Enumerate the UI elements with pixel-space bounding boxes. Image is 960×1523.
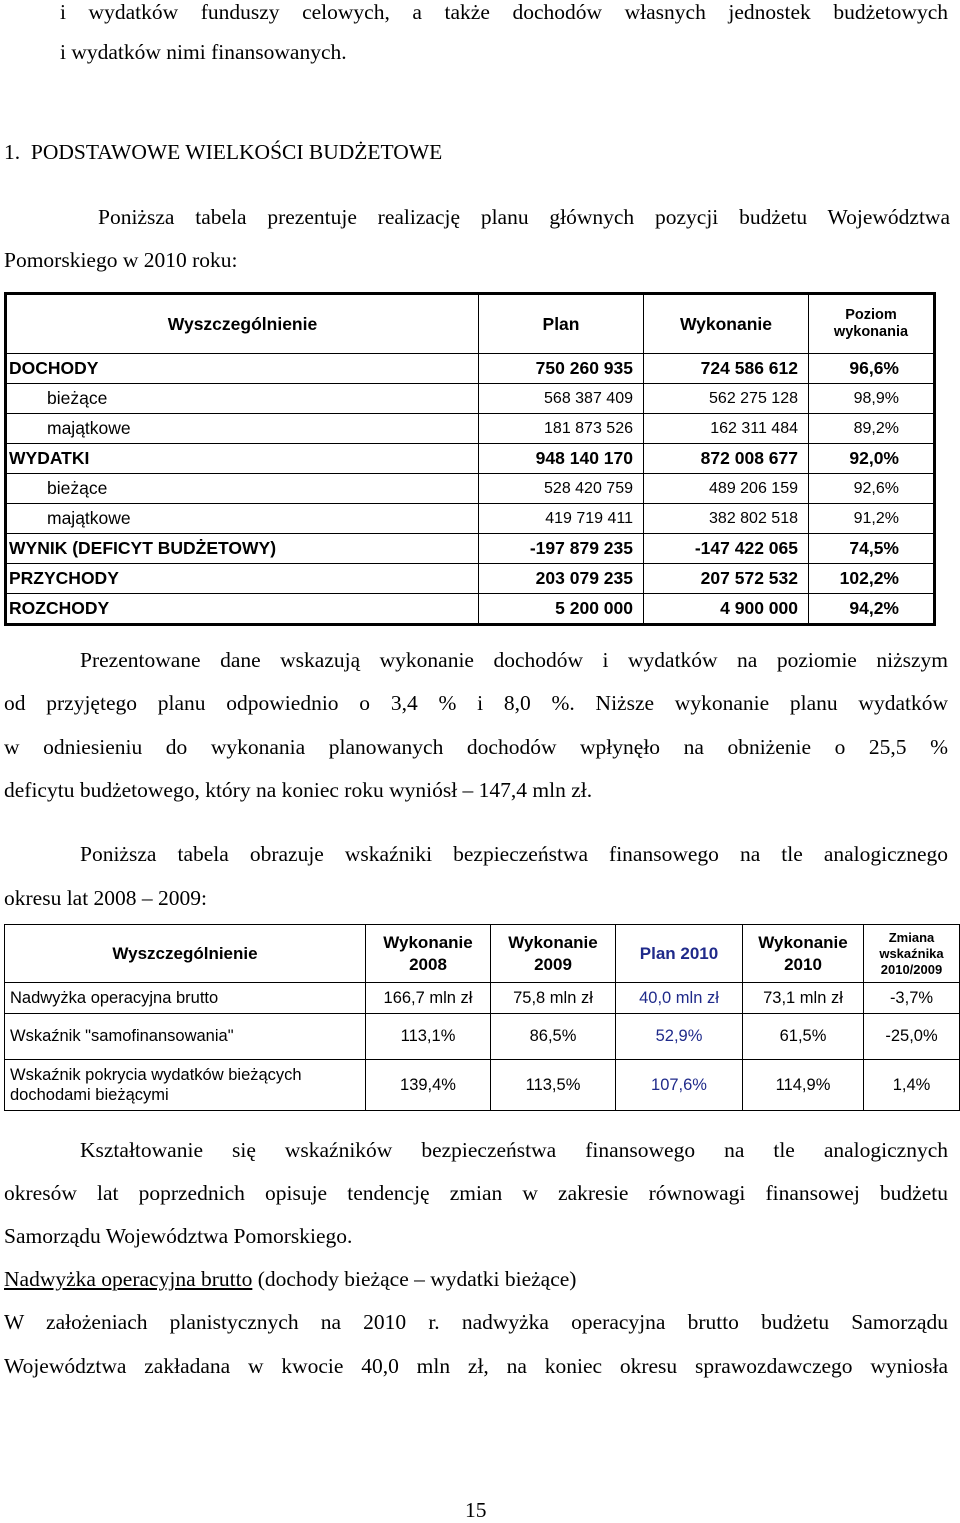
row-poziom: 89,2%	[809, 414, 935, 444]
row-label: PRZYCHODY	[6, 564, 479, 594]
row-zmiana: -3,7%	[864, 983, 960, 1014]
row-plan: 181 873 526	[479, 414, 644, 444]
row-label: ROZCHODY	[6, 594, 479, 625]
row-zmiana: -25,0%	[864, 1014, 960, 1060]
para2-line-1: Prezentowane dane wskazują wykonanie dochodów i wydatków na poziomie niższym	[80, 648, 948, 672]
row-plan: 528 420 759	[479, 474, 644, 504]
header-wyszczegolnienie: Wyszczególnienie	[6, 294, 479, 354]
table-row	[6, 414, 935, 444]
header-wyszczegolnienie: Wyszczególnienie	[5, 925, 366, 983]
row-plan: 568 387 409	[479, 384, 644, 414]
row-wykonanie-2008: 139,4%	[366, 1060, 491, 1111]
header-wykonanie-2009: Wykonanie 2009	[491, 925, 616, 983]
table-row	[6, 444, 935, 474]
table-row	[6, 594, 935, 625]
table-row	[6, 384, 935, 414]
budget-table-header	[6, 294, 935, 354]
intro-line-2: i wydatków nimi finansowanych.	[60, 40, 347, 64]
table-row	[6, 504, 935, 534]
para2-line-4: deficytu budżetowego, który na koniec roku wyniósł – 147,4 mln zł.	[4, 778, 593, 802]
table-row	[6, 474, 935, 504]
row-wykonanie: 162 311 484	[644, 414, 809, 444]
intro-line-1: i wydatków funduszy celowych, a także dochodów własnych jednostek budżetowych	[60, 0, 948, 24]
row-wykonanie-2010: 61,5%	[743, 1014, 864, 1060]
row-wykonanie-2009: 113,5%	[491, 1060, 616, 1111]
row-wykonanie-2008: 113,1%	[366, 1014, 491, 1060]
header-wykonanie-2008: Wykonanie 2008	[366, 925, 491, 983]
row-wykonanie: 207 572 532	[644, 564, 809, 594]
para4-line-3: Samorządu Województwa Pomorskiego.	[4, 1224, 353, 1248]
row-poziom: 102,2%	[809, 564, 935, 594]
section-heading: 1. PODSTAWOWE WIELKOŚCI BUDŻETOWE	[4, 140, 443, 164]
row-plan: 203 079 235	[479, 564, 644, 594]
header-poziom-wykonania: Poziom wykonania	[809, 294, 935, 354]
row-plan: 5 200 000	[479, 594, 644, 625]
row-zmiana: 1,4%	[864, 1060, 960, 1111]
para2-line-2: od przyjętego planu odpowiednio o 3,4 % i 8,0 %. Niższe wykonanie planu wydatków	[4, 691, 948, 715]
row-poziom: 92,6%	[809, 474, 935, 504]
para3-line-2: okresu lat 2008 – 2009:	[4, 886, 208, 910]
para4-line-1: Kształtowanie się wskaźników bezpieczeństwa finansowego na tle analogicznych	[80, 1138, 948, 1162]
row-wykonanie: 872 008 677	[644, 444, 809, 474]
subheading	[4, 1267, 576, 1292]
row-poziom: 91,2%	[809, 504, 935, 534]
row-plan-2010: 40,0 mln zł	[616, 983, 743, 1014]
row-wykonanie-2009: 75,8 mln zł	[491, 983, 616, 1014]
row-label: bieżące	[6, 384, 479, 414]
row-wykonanie-2010: 114,9%	[743, 1060, 864, 1111]
header-wykonanie: Wykonanie	[644, 294, 809, 354]
row-wykonanie: 562 275 128	[644, 384, 809, 414]
row-wykonanie: 4 900 000	[644, 594, 809, 625]
table-row	[6, 534, 935, 564]
para1-line-1: Poniższa tabela prezentuje realizację planu głównych pozycji budżetu Województwa	[98, 205, 950, 229]
header-plan-2010: Plan 2010	[616, 925, 743, 983]
subheading-rest: (dochody bieżące – wydatki bieżące)	[252, 1267, 577, 1291]
row-poziom: 92,0%	[809, 444, 935, 474]
row-label: Nadwyżka operacyjna brutto	[5, 983, 366, 1014]
header-zmiana-wskaznika: Zmiana wskaźnika 2010/2009	[864, 925, 960, 983]
para4-line-2: okresów lat poprzednich opisuje tendencję zmian w zakresie równowagi finansowej budżetu	[4, 1181, 948, 1205]
row-wykonanie: 382 802 518	[644, 504, 809, 534]
header-wykonanie-2010: Wykonanie 2010	[743, 925, 864, 983]
row-plan-2010: 52,9%	[616, 1014, 743, 1060]
row-plan: 750 260 935	[479, 354, 644, 384]
row-poziom: 94,2%	[809, 594, 935, 625]
row-label: bieżące	[6, 474, 479, 504]
row-poziom: 74,5%	[809, 534, 935, 564]
row-wykonanie-2008: 166,7 mln zł	[366, 983, 491, 1014]
row-label: majątkowe	[6, 414, 479, 444]
page-number: 15	[465, 1498, 487, 1522]
row-wykonanie: 489 206 159	[644, 474, 809, 504]
row-poziom: 98,9%	[809, 384, 935, 414]
row-label: majątkowe	[6, 504, 479, 534]
row-wykonanie-2010: 73,1 mln zł	[743, 983, 864, 1014]
row-label: Wskaźnik pokrycia wydatków bieżących dochodami bieżącymi	[5, 1060, 366, 1111]
row-wykonanie: 724 586 612	[644, 354, 809, 384]
row-wykonanie-2009: 86,5%	[491, 1014, 616, 1060]
row-label: DOCHODY	[6, 354, 479, 384]
para3-line-1: Poniższa tabela obrazuje wskaźniki bezpieczeństwa finansowego na tle analogicznego	[80, 842, 948, 866]
table-row	[5, 1060, 960, 1111]
subheading-underlined: Nadwyżka operacyjna brutto	[4, 1267, 253, 1291]
row-poziom: 96,6%	[809, 354, 935, 384]
row-label: Wskaźnik "samofinansowania"	[5, 1014, 366, 1060]
header-plan: Plan	[479, 294, 644, 354]
row-plan: 419 719 411	[479, 504, 644, 534]
indicators-table	[4, 924, 960, 1111]
table-row	[5, 1014, 960, 1060]
para5-line-1: W założeniach planistycznych na 2010 r. nadwyżka operacyjna brutto budżetu Samorządu	[4, 1310, 948, 1334]
para2-line-3: w odniesieniu do wykonania planowanych dochodów wpłynęło na obniżenie o 25,5 %	[4, 735, 948, 759]
table-row	[6, 564, 935, 594]
row-label: WYDATKI	[6, 444, 479, 474]
para1-line-2: Pomorskiego w 2010 roku:	[4, 248, 238, 272]
row-plan: -197 879 235	[479, 534, 644, 564]
para5-line-2: Województwa zakładana w kwocie 40,0 mln zł, na koniec okresu sprawozdawczego wyniosła	[4, 1354, 948, 1378]
budget-table	[4, 292, 936, 626]
row-plan: 948 140 170	[479, 444, 644, 474]
row-wykonanie: -147 422 065	[644, 534, 809, 564]
row-label: WYNIK (DEFICYT BUDŻETOWY)	[6, 534, 479, 564]
table-row	[6, 354, 935, 384]
indicators-table-header	[5, 925, 960, 983]
table-row	[5, 983, 960, 1014]
row-plan-2010: 107,6%	[616, 1060, 743, 1111]
